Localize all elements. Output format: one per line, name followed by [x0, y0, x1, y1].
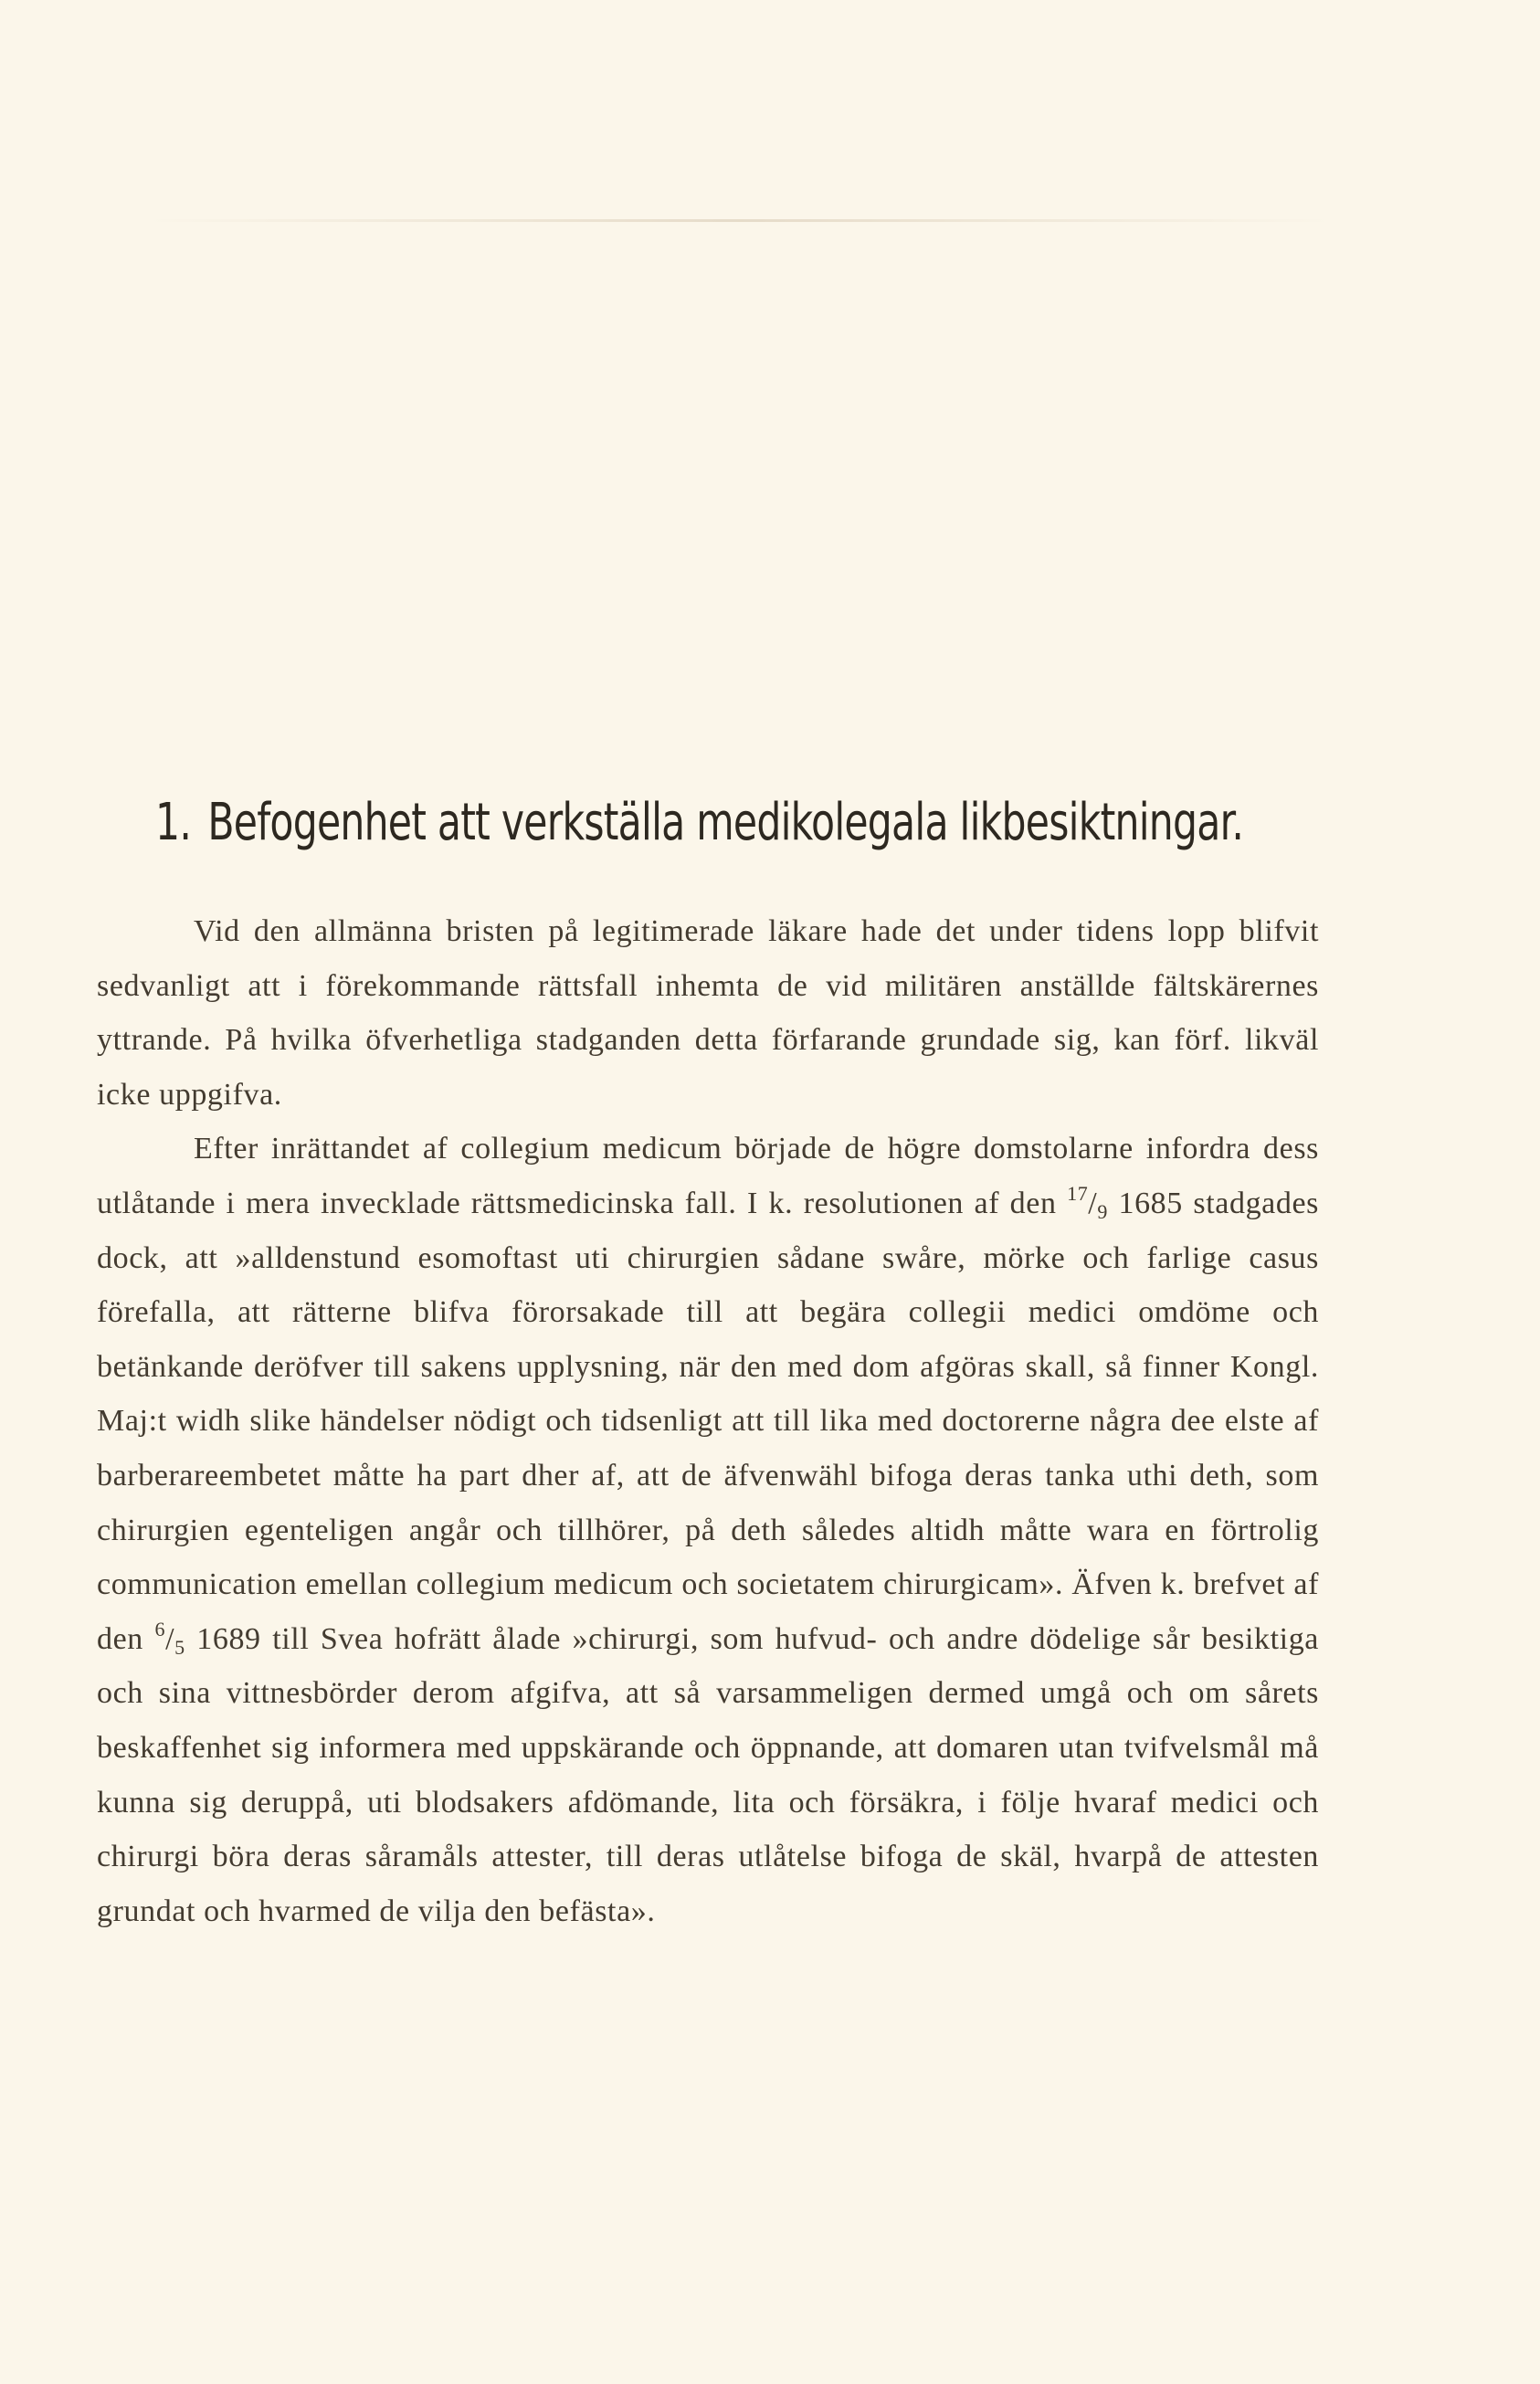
date-fraction-2-denominator: 5 [174, 1635, 185, 1659]
section-title: Befogenhet att verkställa medikolegala likbesiktningar. [207, 793, 1244, 852]
section-heading [155, 793, 1244, 852]
paragraph-2-part-2: 1685 stadgades dock, att »alldenstund esomoftast uti chirurgien sådane swåre, mörke och farlige casus förefalla, att rätterne blifva förorsakade till att begära collegii medici omdöme och betänkande deröfver till sakens upplysning, när den med dom afgöras skall, så finner Kongl. Maj:t widh slike händelser nödigt och tidsenligt att till lika med doctorerne några dee elste af barberareembetet måtte ha part dher af, att de äfvenwähl bifoga deras tanka uthi deth, som chirurgien egenteligen angår och tillhörer, på deth således altidh måtte wara en förtrolig communication emellan collegium medicum och societatem chirurgicam». Äfven k. brefvet af den [97, 1186, 1319, 1656]
date-fraction-1 [1067, 1181, 1108, 1223]
paragraph-2-part-1: Efter inrättandet af collegium medicum började de högre domstolarne infordra dess utlåtande i mera invecklade rättsmedicinska fall. I k. resolutionen af den [97, 1132, 1319, 1220]
date-fraction-1-separator: / [1088, 1186, 1098, 1220]
date-fraction-2-numerator: 6 [154, 1617, 166, 1640]
date-fraction-2-separator: / [165, 1621, 175, 1656]
paragraph-1: Vid den allmänna bristen på legitimerade läkare hade det under tidens lopp blifvit sedvanligt att i förekommande rättsfall inhemta de vid militären anställde fältskärernes yttrande. På hvilka öfverhetliga stadganden detta förfarande grundade sig, kan förf. likväl icke uppgifva. [97, 914, 1319, 1112]
section-number: 1. [155, 793, 192, 852]
bleed-through-rule [146, 219, 1334, 222]
date-fraction-2 [154, 1617, 185, 1659]
date-fraction-1-numerator: 17 [1067, 1181, 1089, 1205]
paragraph-2-part-3: 1689 till Svea hofrätt ålade »chirurgi, som hufvud- och andre dödelige sår besiktiga och sina vittnesbörder derom afgifva, att så varsammeligen dermed umgå och om sårets beskaffenhet sig informera med uppskärande och öppnande, att domaren utan tvifvelsmål må kunna sig deruppå, uti blodsakers afdömande, lita och försäkra, i följe hvaraf medici och chirurgi böra deras såramåls attester, till deras utlåtelse bifoga de skäl, hvarpå de attesten grundat och hvarmed de vilja den befästa». [97, 1621, 1320, 1928]
body-text [97, 904, 1319, 1938]
paragraph-2 [97, 1122, 1319, 1938]
date-fraction-1-denominator: 9 [1097, 1199, 1108, 1223]
